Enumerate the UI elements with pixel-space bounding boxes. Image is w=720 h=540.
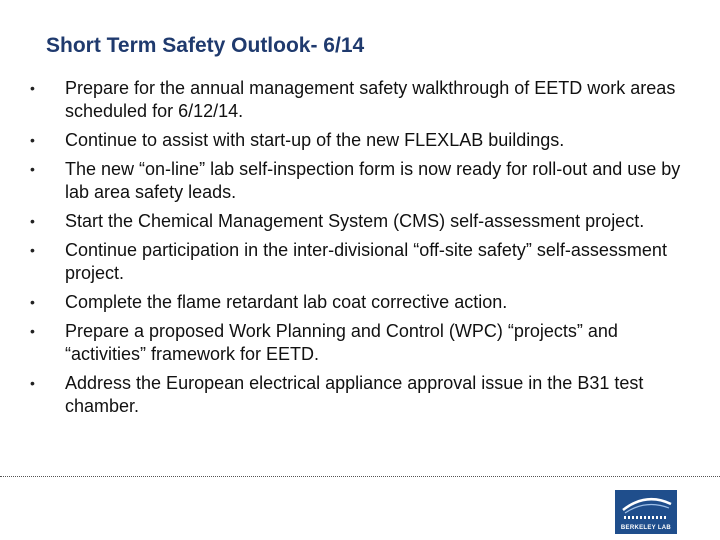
bullet-icon: • bbox=[30, 375, 35, 391]
list-item-text: Address the European electrical appliance approval issue in the B31 test chamber. bbox=[65, 373, 644, 416]
bullet-icon: • bbox=[30, 161, 35, 177]
list-item bbox=[30, 239, 692, 285]
list-item-text: Start the Chemical Management System (CMS) self-assessment project. bbox=[65, 211, 645, 231]
list-item-text: Complete the flame retardant lab coat corrective action. bbox=[65, 292, 508, 312]
list-item-text: Continue to assist with start-up of the new FLEXLAB buildings. bbox=[65, 130, 565, 150]
list-item-text: Prepare for the annual management safety walkthrough of EETD work areas scheduled for 6/12/14. bbox=[65, 78, 676, 121]
bullet-icon: • bbox=[30, 132, 35, 148]
bottom-divider bbox=[0, 476, 720, 477]
list-item bbox=[30, 129, 692, 152]
logo-text: BERKELEY LAB bbox=[620, 525, 672, 531]
list-item bbox=[30, 210, 692, 233]
bullet-icon: • bbox=[30, 213, 35, 229]
list-item bbox=[30, 291, 692, 314]
bullet-icon: • bbox=[30, 242, 35, 258]
list-item-text: Prepare a proposed Work Planning and Control (WPC) “projects” and “activities” framework for EETD. bbox=[65, 321, 618, 364]
bullet-icon: • bbox=[30, 294, 35, 310]
list-item-text: The new “on-line” lab self-inspection form is now ready for roll-out and use by lab area safety leads. bbox=[65, 159, 681, 202]
list-item-text: Continue participation in the inter-divisional “off-site safety” self-assessment project. bbox=[65, 240, 667, 283]
slide-title: Short Term Safety Outlook- 6/14 bbox=[46, 34, 365, 57]
berkeley-lab-logo-icon bbox=[615, 490, 677, 522]
list-item bbox=[30, 372, 692, 418]
list-item bbox=[30, 320, 692, 366]
list-item bbox=[30, 158, 692, 204]
bullet-list bbox=[30, 77, 692, 424]
bullet-icon: • bbox=[30, 80, 35, 96]
berkeley-lab-logo bbox=[615, 490, 677, 534]
list-item bbox=[30, 77, 692, 123]
bullet-icon: • bbox=[30, 323, 35, 339]
